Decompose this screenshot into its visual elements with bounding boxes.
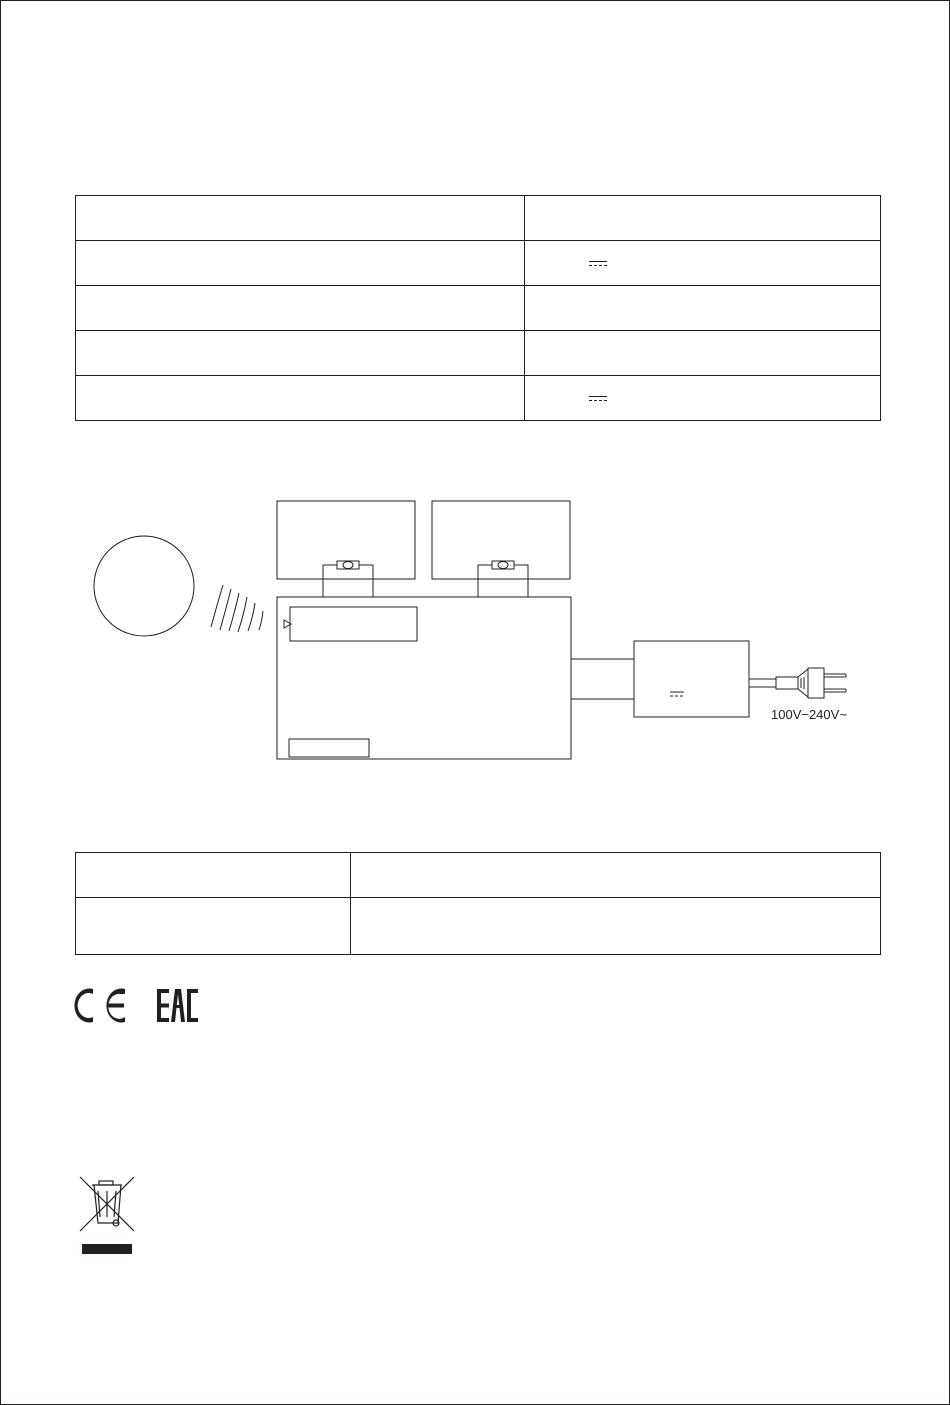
- table-row: [76, 331, 881, 376]
- controller-label-area: [290, 607, 417, 641]
- power-adapter: [634, 641, 749, 717]
- table-cell: [525, 331, 881, 376]
- input-voltage-label: 100V−240V~: [771, 707, 847, 722]
- wireless-signal-icon: [211, 585, 263, 632]
- table-cell: [76, 376, 525, 421]
- table-cell: [76, 241, 525, 286]
- certification-marks: [71, 985, 201, 1029]
- table-row: [76, 376, 881, 421]
- dc-symbol-icon: [589, 260, 607, 268]
- controller-box: [277, 597, 571, 759]
- table-row: [76, 286, 881, 331]
- table-row: [76, 241, 881, 286]
- table-cell: [525, 241, 881, 286]
- power-plug-icon: [749, 668, 846, 698]
- table-row: [76, 196, 881, 241]
- controller-plate: [289, 739, 369, 757]
- dc-symbol-icon: [589, 395, 607, 403]
- table-cell: [525, 196, 881, 241]
- table-cell: [76, 196, 525, 241]
- led-lamp-2: [432, 501, 570, 579]
- table-row: [76, 853, 881, 898]
- dc-symbol-icon: [670, 692, 684, 696]
- table-cell: [351, 898, 881, 955]
- table-cell: [76, 853, 351, 898]
- table-row: [76, 898, 881, 955]
- crossed-out-wheelie-bin-icon: [77, 1173, 141, 1257]
- eac-mark-icon: [157, 989, 198, 1022]
- table-cell: [76, 286, 525, 331]
- table-cell: [76, 331, 525, 376]
- spec-table: [75, 195, 881, 421]
- table-cell: [525, 286, 881, 331]
- led-lamp-1: [277, 501, 415, 579]
- table-cell: [76, 898, 351, 955]
- remote-control: [94, 536, 194, 636]
- table-cell: [525, 376, 881, 421]
- ce-mark-icon: [74, 989, 125, 1023]
- table-cell: [351, 853, 881, 898]
- wiring-diagram: [1, 481, 901, 781]
- info-table: [75, 852, 881, 955]
